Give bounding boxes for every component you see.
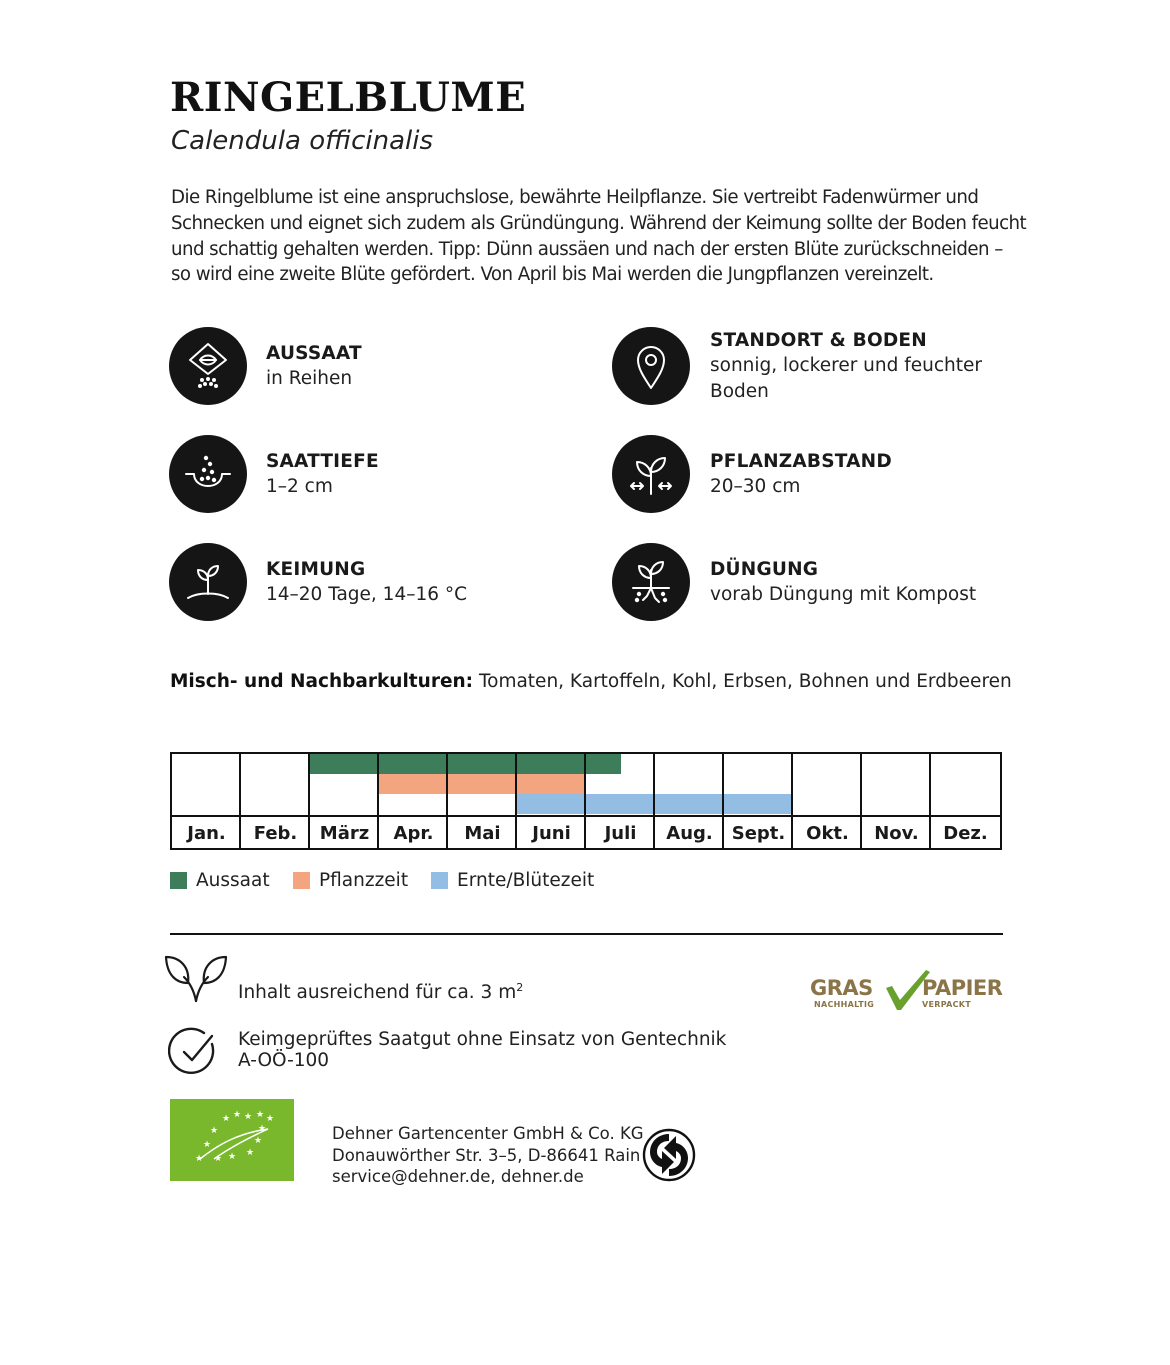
calendar-month-label: Okt.: [806, 823, 849, 844]
svg-text:★: ★: [244, 1112, 253, 1122]
legend-label: Pflanzzeit: [319, 870, 409, 891]
certification-info: [238, 1029, 726, 1071]
feature-title-pflanzabstand: PFLANZABSTAND: [710, 451, 892, 472]
certification-text: Keimgeprüftes Saatgut ohne Einsatz von Gentechnik: [238, 1029, 727, 1050]
legend-aussaat: [170, 870, 270, 891]
description-line: und schattig gehalten werden. Tipp: Dünn aussäen und nach der ersten Blüte zurückschneiden –: [171, 238, 1003, 260]
legend-ernte: [431, 870, 594, 891]
description-line: Die Ringelblume ist eine anspruchslose, bewährte Heilpflanze. Sie vertreibt Fadenwürmer und: [171, 187, 979, 208]
logo-verpackt-text: VERPACKT: [922, 1000, 972, 1009]
legend-swatch-ernte: [431, 872, 448, 889]
calendar-month-label: Apr.: [393, 823, 434, 844]
coverage-superscript: 2: [516, 981, 524, 994]
feature-value-duengung: vorab Düngung mit Kompost: [710, 584, 977, 605]
svg-text:★: ★: [214, 1154, 223, 1164]
location-pin-icon: [612, 327, 690, 405]
feature-title-duengung: DÜNGUNG: [710, 559, 819, 580]
checkmark-circle-icon: [168, 1026, 220, 1078]
coverage-text: Inhalt ausreichend für ca. 3 m: [238, 982, 517, 1004]
svg-text:★: ★: [203, 1140, 212, 1150]
svg-text:★: ★: [266, 1114, 275, 1124]
logo-gras-text: GRAS: [810, 976, 873, 1000]
svg-text:★: ★: [228, 1152, 237, 1162]
svg-text:★: ★: [256, 1110, 265, 1120]
gras-papier-logo: [808, 966, 1004, 1012]
feature-title-saattiefe: SAATTIEFE: [266, 451, 379, 472]
feature-value-keimung: 14–20 Tage, 14–16 °C: [266, 584, 468, 605]
feature-value-pflanzabstand: 20–30 cm: [710, 476, 801, 497]
legend-swatch-pflanzzeit: [293, 872, 310, 889]
svg-text:★: ★: [233, 1110, 242, 1120]
sowing-calendar: [170, 752, 1002, 850]
description-line: so wird eine zweite Blüte gefördert. Von April bis Mai werden die Jungpflanzen vereinzelt.: [171, 264, 934, 286]
seed-depth-icon: [169, 435, 247, 513]
logo-papier-text: PAPIER: [922, 976, 1003, 1000]
calendar-month-label: März: [319, 823, 370, 844]
feature-title-keimung: KEIMUNG: [266, 559, 366, 580]
companion-label: Misch- und Nachbarkulturen:: [170, 671, 474, 692]
certification-code: A-OÖ-100: [238, 1050, 330, 1071]
leaves-icon: [164, 953, 228, 1005]
svg-text:★: ★: [246, 1148, 255, 1158]
logo-nachhaltig-text: NACHHALTIG: [814, 1000, 875, 1009]
calendar-month-label: Feb.: [253, 823, 298, 844]
coverage-info: [238, 977, 523, 1003]
feature-value-line: sonnig, lockerer und feuchter: [710, 355, 983, 376]
page-title: RINGELBLUME: [170, 74, 527, 121]
fertilizer-plant-icon: [612, 543, 690, 621]
calendar-month-label: Dez.: [943, 823, 988, 844]
section-divider: [170, 933, 1003, 935]
calendar-month-label: Sept.: [731, 823, 786, 844]
feature-value-standort: [710, 353, 982, 405]
company-address: [332, 1123, 644, 1188]
companion-plants: [170, 671, 1012, 692]
legend-label: Aussaat: [196, 870, 270, 891]
description: [171, 185, 1027, 288]
calendar-month-label: Jan.: [187, 823, 226, 844]
svg-text:★: ★: [222, 1114, 231, 1124]
legend-pflanzzeit: [293, 870, 408, 891]
calendar-month-label: Nov.: [874, 823, 919, 844]
svg-text:★: ★: [254, 1136, 263, 1146]
eu-organic-logo: [170, 1099, 294, 1181]
feature-value-saattiefe: 1–2 cm: [266, 476, 333, 497]
seedling-icon: [169, 543, 247, 621]
companion-value: Tomaten, Kartoffeln, Kohl, Erbsen, Bohnen und Erdbeeren: [478, 671, 1012, 692]
feature-value-line: Boden: [710, 381, 769, 402]
address-line: service@dehner.de, dehner.de: [332, 1167, 584, 1186]
legend-swatch-aussaat: [170, 872, 187, 889]
feature-title-aussaat: AUSSAAT: [266, 343, 362, 364]
svg-text:★: ★: [210, 1126, 219, 1136]
calendar-month-label: Juli: [604, 823, 637, 844]
seed-packet-icon: [169, 327, 247, 405]
feature-title-standort: STANDORT & BODEN: [710, 330, 927, 351]
legend-label: Ernte/Blütezeit: [457, 870, 595, 891]
svg-text:★: ★: [258, 1124, 267, 1134]
calendar-month-label: Aug.: [666, 823, 713, 844]
feature-value-aussaat: in Reihen: [266, 368, 353, 389]
plant-spacing-icon: [612, 435, 690, 513]
address-line: Donauwörther Str. 3–5, D-86641 Rain: [332, 1145, 641, 1165]
address-line: Dehner Gartencenter GmbH & Co. KG: [332, 1124, 644, 1143]
calendar-month-label: Mai: [464, 823, 501, 844]
description-line: Schnecken und eignet sich zudem als Gründüngung. Während der Keimung sollte der Boden feucht: [171, 212, 1027, 234]
svg-text:★: ★: [195, 1154, 204, 1164]
calendar-month-label: Juni: [532, 823, 571, 844]
latin-name: Calendula officinalis: [171, 126, 434, 156]
recycling-green-dot-icon: [642, 1128, 696, 1182]
